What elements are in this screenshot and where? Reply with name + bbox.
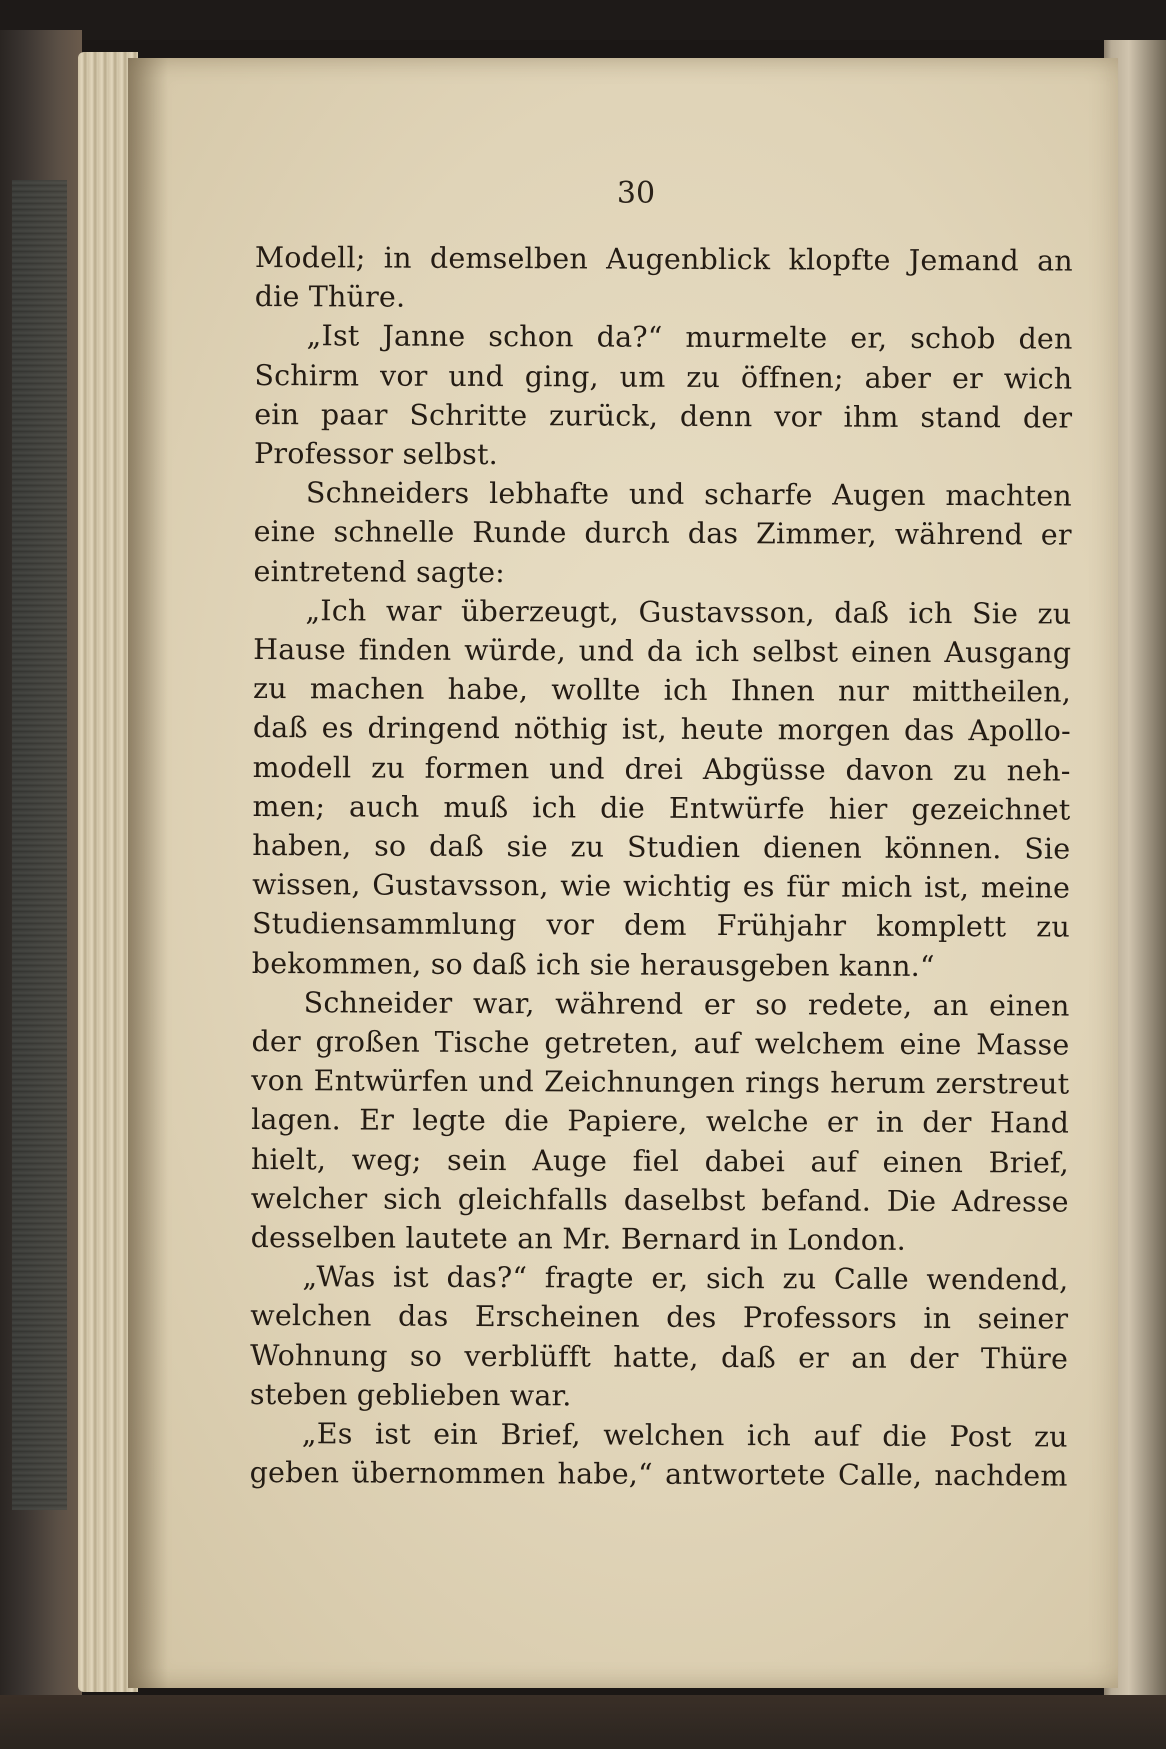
text-line: Schirm vor und ging, um zu öffnen; aber er wich [254, 358, 1073, 396]
text-line: eintretend sagte: [253, 554, 506, 589]
page-text [250, 238, 1073, 1496]
text-line: modell zu formen und drei Abgüsse davon zu neh- [252, 750, 1071, 788]
text-line: die Thüre. [254, 280, 406, 314]
text-line: Hause finden würde, und da ich selbst einen Ausgang [253, 633, 1072, 670]
book-page [128, 58, 1118, 1688]
text-line: lagen. Er legte die Papiere, welche er in der Hand [251, 1103, 1070, 1141]
text-line: „Ist Janne schon da?“ murmelte er, schob den [306, 319, 1073, 356]
text-line: Modell; in demselben Augenblick klopfte Jemand an [254, 240, 1073, 278]
text-line: zu machen habe, wollte ich Ihnen nur mittheilen, [252, 672, 1072, 709]
text-line: hielt, weg; sein Auge fiel dabei auf einen Brief, [250, 1142, 1070, 1180]
text-line: Studiensammlung vor dem Frühjahr komplett zu [251, 907, 1071, 945]
text-line: „Es ist ein Brief, welchen ich auf die Post zu [301, 1417, 1068, 1454]
text-line: der großen Tische getreten, auf welchem eine Masse [251, 1025, 1070, 1062]
text-line: welchen das Erscheinen des Professors in seiner [250, 1299, 1069, 1337]
binding-shadow [128, 58, 168, 1688]
text-line: Wohnung so verblüfft hatte, daß er an der Thüre [250, 1338, 1069, 1376]
text-line: Schneider war, während er so redete, an einen [303, 986, 1070, 1023]
text-line: Schneiders lebhafte und scharfe Augen machten [305, 476, 1072, 513]
text-line: wissen, Gustavsson, wie wichtig es für mich ist, meine [252, 868, 1071, 905]
text-line: „Ich war überzeugt, Gustavsson, daß ich Sie zu [305, 594, 1072, 631]
book-cover-bottom [0, 1695, 1166, 1749]
text-line: von Entwürfen und Zeichnungen rings herum zerstreut [251, 1064, 1070, 1101]
text-line: daß es dringend nöthig ist, heute morgen das Apollo- [252, 711, 1071, 749]
page-number: 30 [616, 176, 656, 211]
text-line: haben, so daß sie zu Studien dienen können. Sie [252, 829, 1071, 866]
book-cover-left [0, 30, 82, 1730]
text-line: men; auch muß ich die Entwürfe hier gezeichnet [252, 789, 1071, 827]
text-line: „Was ist das?“ fragte er, sich zu Calle wendend, [302, 1260, 1069, 1297]
text-line: bekommen, so daß ich sie herausgeben kann.“ [251, 946, 935, 983]
text-line: Professor selbst. [253, 437, 498, 472]
text-line: geben übernommen habe,“ antwortete Calle, nachdem [249, 1456, 1068, 1493]
text-line: desselben lautete an Mr. Bernard in London. [250, 1221, 907, 1257]
text-line: steben geblieben war. [249, 1377, 572, 1413]
text-line: eine schnelle Runde durch das Zimmer, während er [253, 515, 1072, 552]
cover-cloth-texture [12, 180, 67, 1510]
text-line: ein paar Schritte zurück, denn vor ihm stand der [254, 397, 1073, 435]
text-line: welcher sich gleichfalls daselbst befand. Die Adresse [250, 1181, 1069, 1219]
book-cover-top [0, 0, 1166, 40]
